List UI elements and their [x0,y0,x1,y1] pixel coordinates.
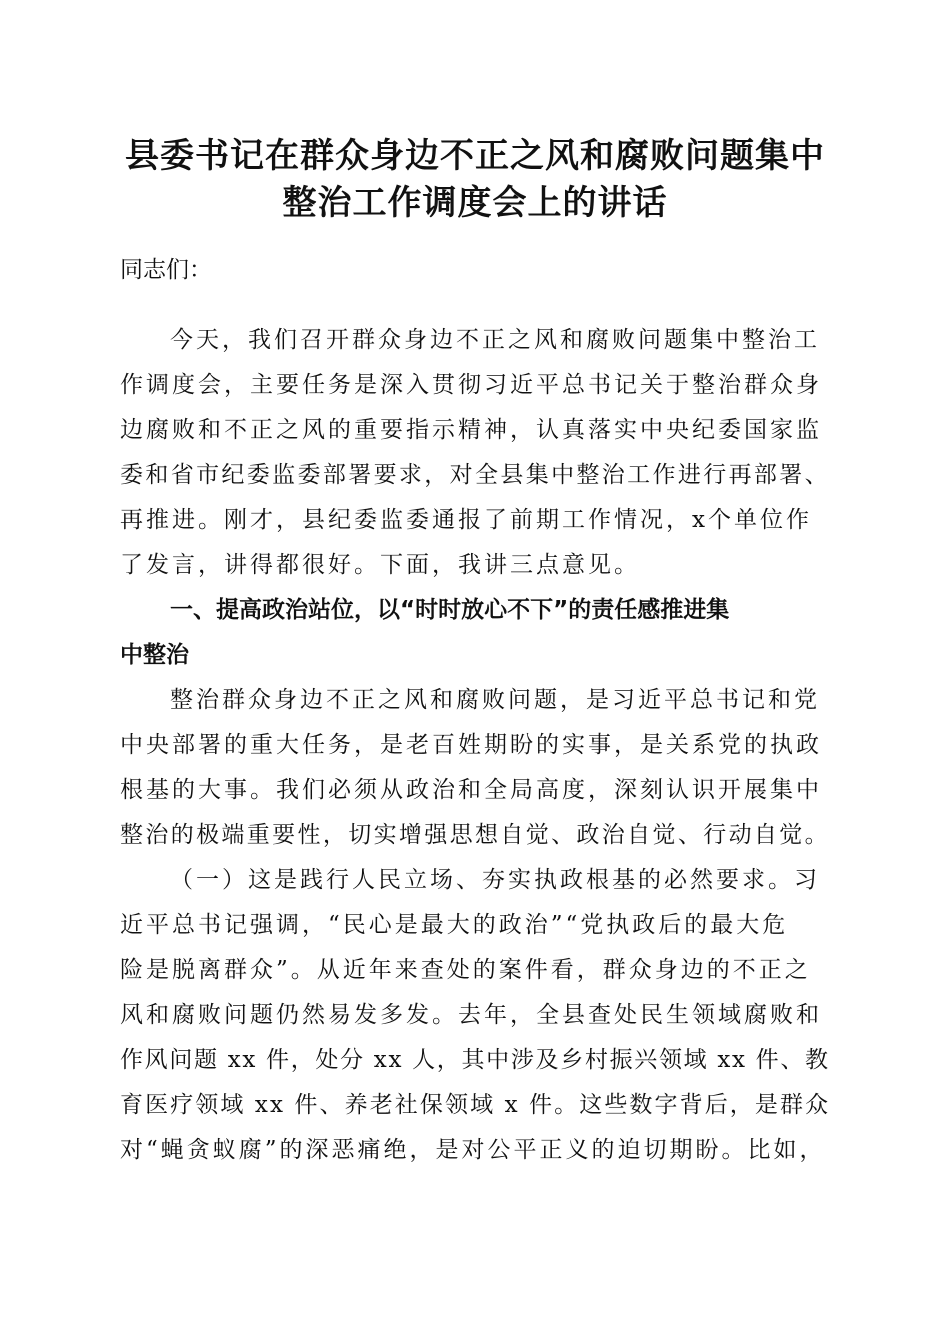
paragraph-line: 今天，我们召开群众身边不正之风和腐败问题集中整治工 [170,327,820,353]
paragraph-line: 了发言，讲得都很好。下面，我讲三点意见。 [120,552,640,578]
paragraph-line: 作风问题 xx 件，处分 xx 人，其中涉及乡村振兴领域 xx 件、教 [120,1047,830,1073]
salutation: 同志们： [120,257,212,283]
document-title-line-1: 县委书记在群众身边不正之风和腐败问题集中 [125,136,825,176]
paragraph-line: 近平总书记强调，“民心是最大的政治”“党执政后的最大危 [120,912,789,938]
paragraph-line: 根基的大事。我们必须从政治和全局高度，深刻认识开展集中 [120,777,822,803]
paragraph-line: 再推进。刚才，县纪委监委通报了前期工作情况，x个单位作 [120,507,812,533]
section-heading: 中整治 [120,642,189,668]
document-title-line-2: 整治工作调度会上的讲话 [282,183,668,223]
paragraph-line: 边腐败和不正之风的重要指示精神，认真落实中央纪委国家监 [120,417,822,443]
paragraph-line: 险是脱离群众”。从近年来查处的案件看，群众身边的不正之 [120,957,811,983]
paragraph-line: 作调度会，主要任务是深入贯彻习近平总书记关于整治群众身 [120,372,822,398]
paragraph-line: 对“蝇贪蚁腐”的深恶痛绝，是对公平正义的迫切期盼。比如， [120,1137,826,1163]
paragraph-line: 中央部署的重大任务，是老百姓期盼的实事，是关系党的执政 [120,732,822,758]
paragraph-line: 整治群众身边不正之风和腐败问题，是习近平总书记和党 [170,687,820,713]
paragraph-line: 委和省市纪委监委部署要求，对全县集中整治工作进行再部署、 [120,462,830,488]
paragraph-line: （一）这是践行人民立场、夯实执政根基的必然要求。习 [170,867,820,893]
paragraph-line: 风和腐败问题仍然易发多发。去年，全县查处民生领域腐败和 [120,1002,822,1028]
paragraph-line: 整治的极端重要性，切实增强思想自觉、政治自觉、行动自觉。 [120,822,830,848]
section-heading: 一、提高政治站位，以“时时放心不下”的责任感推进集 [170,597,730,623]
paragraph-line: 育医疗领域 xx 件、养老社保领域 x 件。这些数字背后，是群众 [120,1092,831,1118]
